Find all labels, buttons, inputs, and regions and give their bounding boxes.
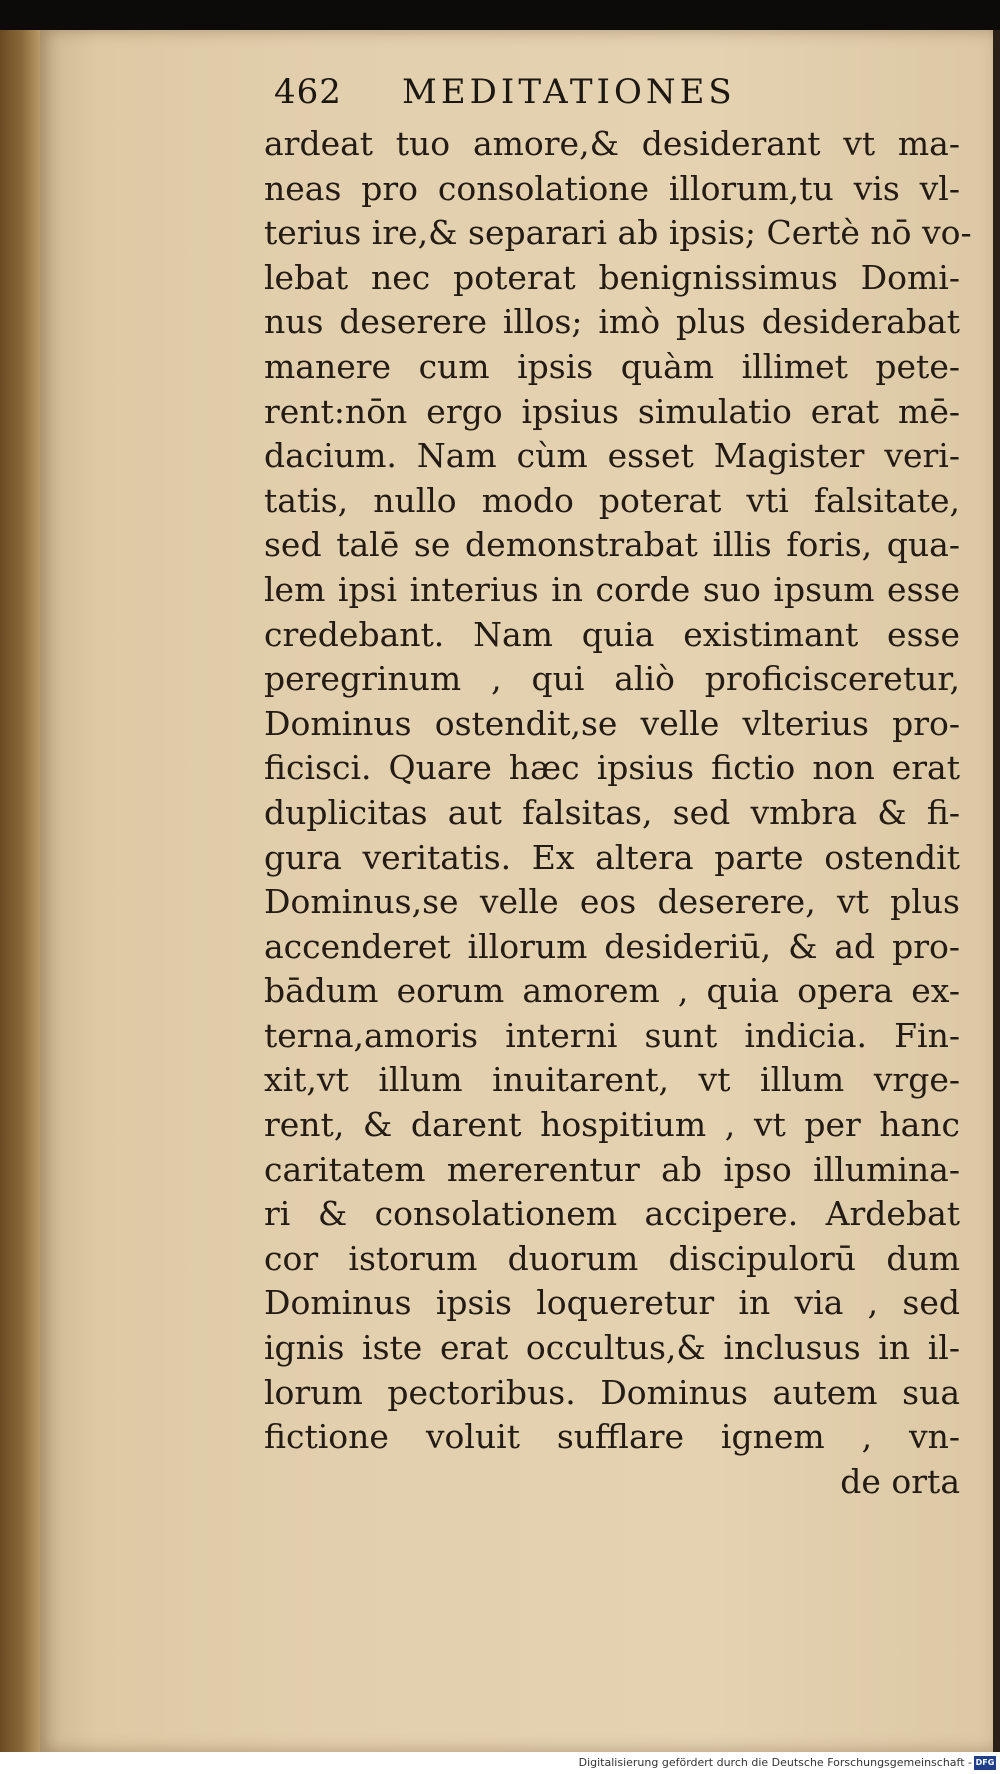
text-line: cor istorum duorum discipulorū dum: [264, 1238, 960, 1278]
text-line: fictione voluit sufflare ignem , vn-: [264, 1417, 960, 1457]
text-line: credebant. Nam quia existimant esse: [264, 614, 960, 654]
book-spine-edge: [0, 30, 40, 1752]
text-line: sed talē se demonstrabat illis foris, qua-: [264, 525, 960, 565]
text-line: nus deserere illos; imò plus desiderabat: [264, 302, 960, 342]
text-line: rent:nōn ergo ipsius simulatio erat mē-: [264, 391, 960, 431]
text-line: dacium. Nam cùm esset Magister veri-: [264, 436, 960, 476]
page-header: [274, 72, 874, 116]
text-line: terius ire,& separari ab ipsis; Certè nō vo-: [264, 213, 972, 253]
text-line: tatis, nullo modo poterat vti falsitate,: [264, 480, 960, 520]
text-line: lorum pectoribus. Dominus autem sua: [264, 1372, 960, 1412]
text-line: peregrinum , qui aliò proficisceretur,: [264, 659, 960, 699]
text-line: Dominus,se velle eos deserere, vt plus: [264, 882, 960, 922]
text-line: ardeat tuo amore,& desiderant vt ma-: [264, 124, 960, 163]
text-line: ri & consolationem accipere. Ardebat: [264, 1194, 960, 1234]
page-number: 462: [274, 72, 342, 112]
text-line: neas pro consolatione illorum,tu vis vl-: [264, 168, 960, 208]
footer-credit: Digitalisierung gefördert durch die Deutsche Forschungsgemeinschaft -: [578, 1756, 972, 1769]
text-line: accenderet illorum desideriū, & ad pro-: [264, 926, 960, 966]
text-line: ficisci. Quare hæc ipsius fictio non erat: [264, 748, 960, 788]
text-line: caritatem mererentur ab ipso illumina-: [264, 1149, 960, 1189]
digitization-footer: [0, 1752, 1000, 1774]
text-line: duplicitas aut falsitas, sed vmbra & fi-: [264, 792, 960, 832]
text-line: ignis iste erat occultus,& inclusus in il-: [264, 1328, 960, 1368]
catchword: de orta: [840, 1461, 960, 1501]
text-line: terna,amoris interni sunt indicia. Fin-: [264, 1015, 960, 1055]
text-line: Dominus ostendit,se velle vlterius pro-: [264, 703, 960, 743]
dfg-logo: DFG: [974, 1756, 996, 1770]
text-line: bādum eorum amorem , quia opera ex-: [264, 971, 960, 1011]
top-scan-band: [0, 0, 1000, 30]
text-line: xit,vt illum inuitarent, vt illum vrge-: [264, 1060, 960, 1100]
text-line: rent, & darent hospitium , vt per hanc: [264, 1105, 960, 1145]
text-line: manere cum ipsis quàm illimet pete-: [264, 346, 960, 386]
text-line: gura veritatis. Ex altera parte ostendit: [264, 837, 960, 877]
running-title: MEDITATIONES: [402, 72, 736, 112]
text-line: Dominus ipsis loqueretur in via , sed: [264, 1283, 960, 1323]
text-line: lem ipsi interius in corde suo ipsum esse: [264, 569, 960, 609]
text-line: lebat nec poterat benignissimus Domi-: [264, 257, 960, 297]
body-text: [264, 122, 972, 1504]
